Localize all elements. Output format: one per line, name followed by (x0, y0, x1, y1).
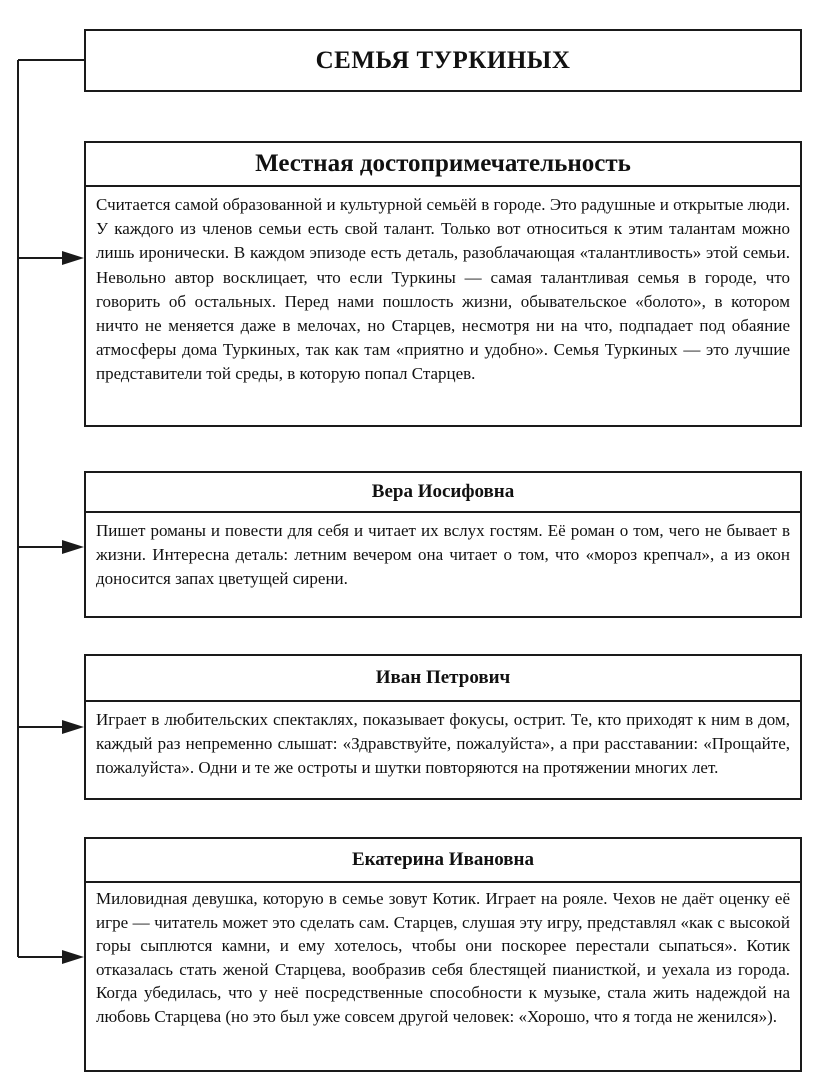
arrowhead-local (62, 251, 84, 265)
card-heading: Екатерина Ивановна (86, 839, 800, 883)
arrowhead-ekaterina (62, 950, 84, 964)
arrowhead-vera (62, 540, 84, 554)
card-local-landmark (84, 141, 802, 427)
card-vera-iosifovna (84, 471, 802, 618)
card-heading: Местная достопримечательность (86, 143, 800, 187)
card-heading: Вера Иосифовна (86, 473, 800, 513)
card-text: Пишет романы и повести для себя и читает их вслух гостям. Её роман о том, чего не бывает в жизни. Интересна деталь: летним вечером она читает о том, что «мороз крепчал», а из окон доносится запах цветущей сирени. (96, 521, 790, 589)
card-ivan-petrovich (84, 654, 802, 800)
card-text: Считается самой образованной и культурной семьёй в городе. Это радушные и открытые люди. У каждого из членов семьи есть свой талант. Только вот относиться к этим талантам можно лишь иронически. В каждом эпизоде есть деталь, разоблачающая «талантливость» этой семьи. Невольно автор восклицает, что если Туркины — самая талантливая семья в городе, что говорить об остальных. Перед нами пошлость жизни, обывательское «болото», в котором ничто не меняется даже в мелочах, но Старцев, несмотря ни на что, подпадает под обаяние атмосферы дома Туркиных, так как там «приятно и удобно». Семья Туркиных — это лучшие представители той среды, в которую попал Старцев. (96, 195, 790, 384)
card-text: Играет в любительских спектаклях, показывает фокусы, острит. Те, кто приходят к ним в дом, каждый раз непременно слышат: «Здравствуйте, пожалуйста», а при расставании: «Прощайте, пожалуйста». Одни и те же остроты и шутки повторяются на протяжении многих лет. (96, 710, 790, 778)
card-heading: Иван Петрович (86, 656, 800, 702)
page-title: СЕМЬЯ ТУРКИНЫХ (315, 46, 571, 74)
title-box (84, 29, 802, 92)
card-text: Миловидная девушка, которую в семье зовут Котик. Играет на рояле. Чехов не даёт оценку её игре — читатель может это сделать сам. Старцев, слушая эту игру, представлял «как с высокой горы сыплются камни, и ему хотелось, чтобы они поскорее перестали сыпаться». Котик отказалась стать женой Старцева, вообразив себя блестящей пианисткой, и уехала из города. Когда убедилась, что у неё посредственные способности к музыке, стала жить надеждой на любовь Старцева (но это был уже совсем другой человек: «Хорошо, что я тогда не женился»). (96, 889, 790, 1026)
card-ekaterina-ivanovna (84, 837, 802, 1072)
arrowhead-ivan (62, 720, 84, 734)
